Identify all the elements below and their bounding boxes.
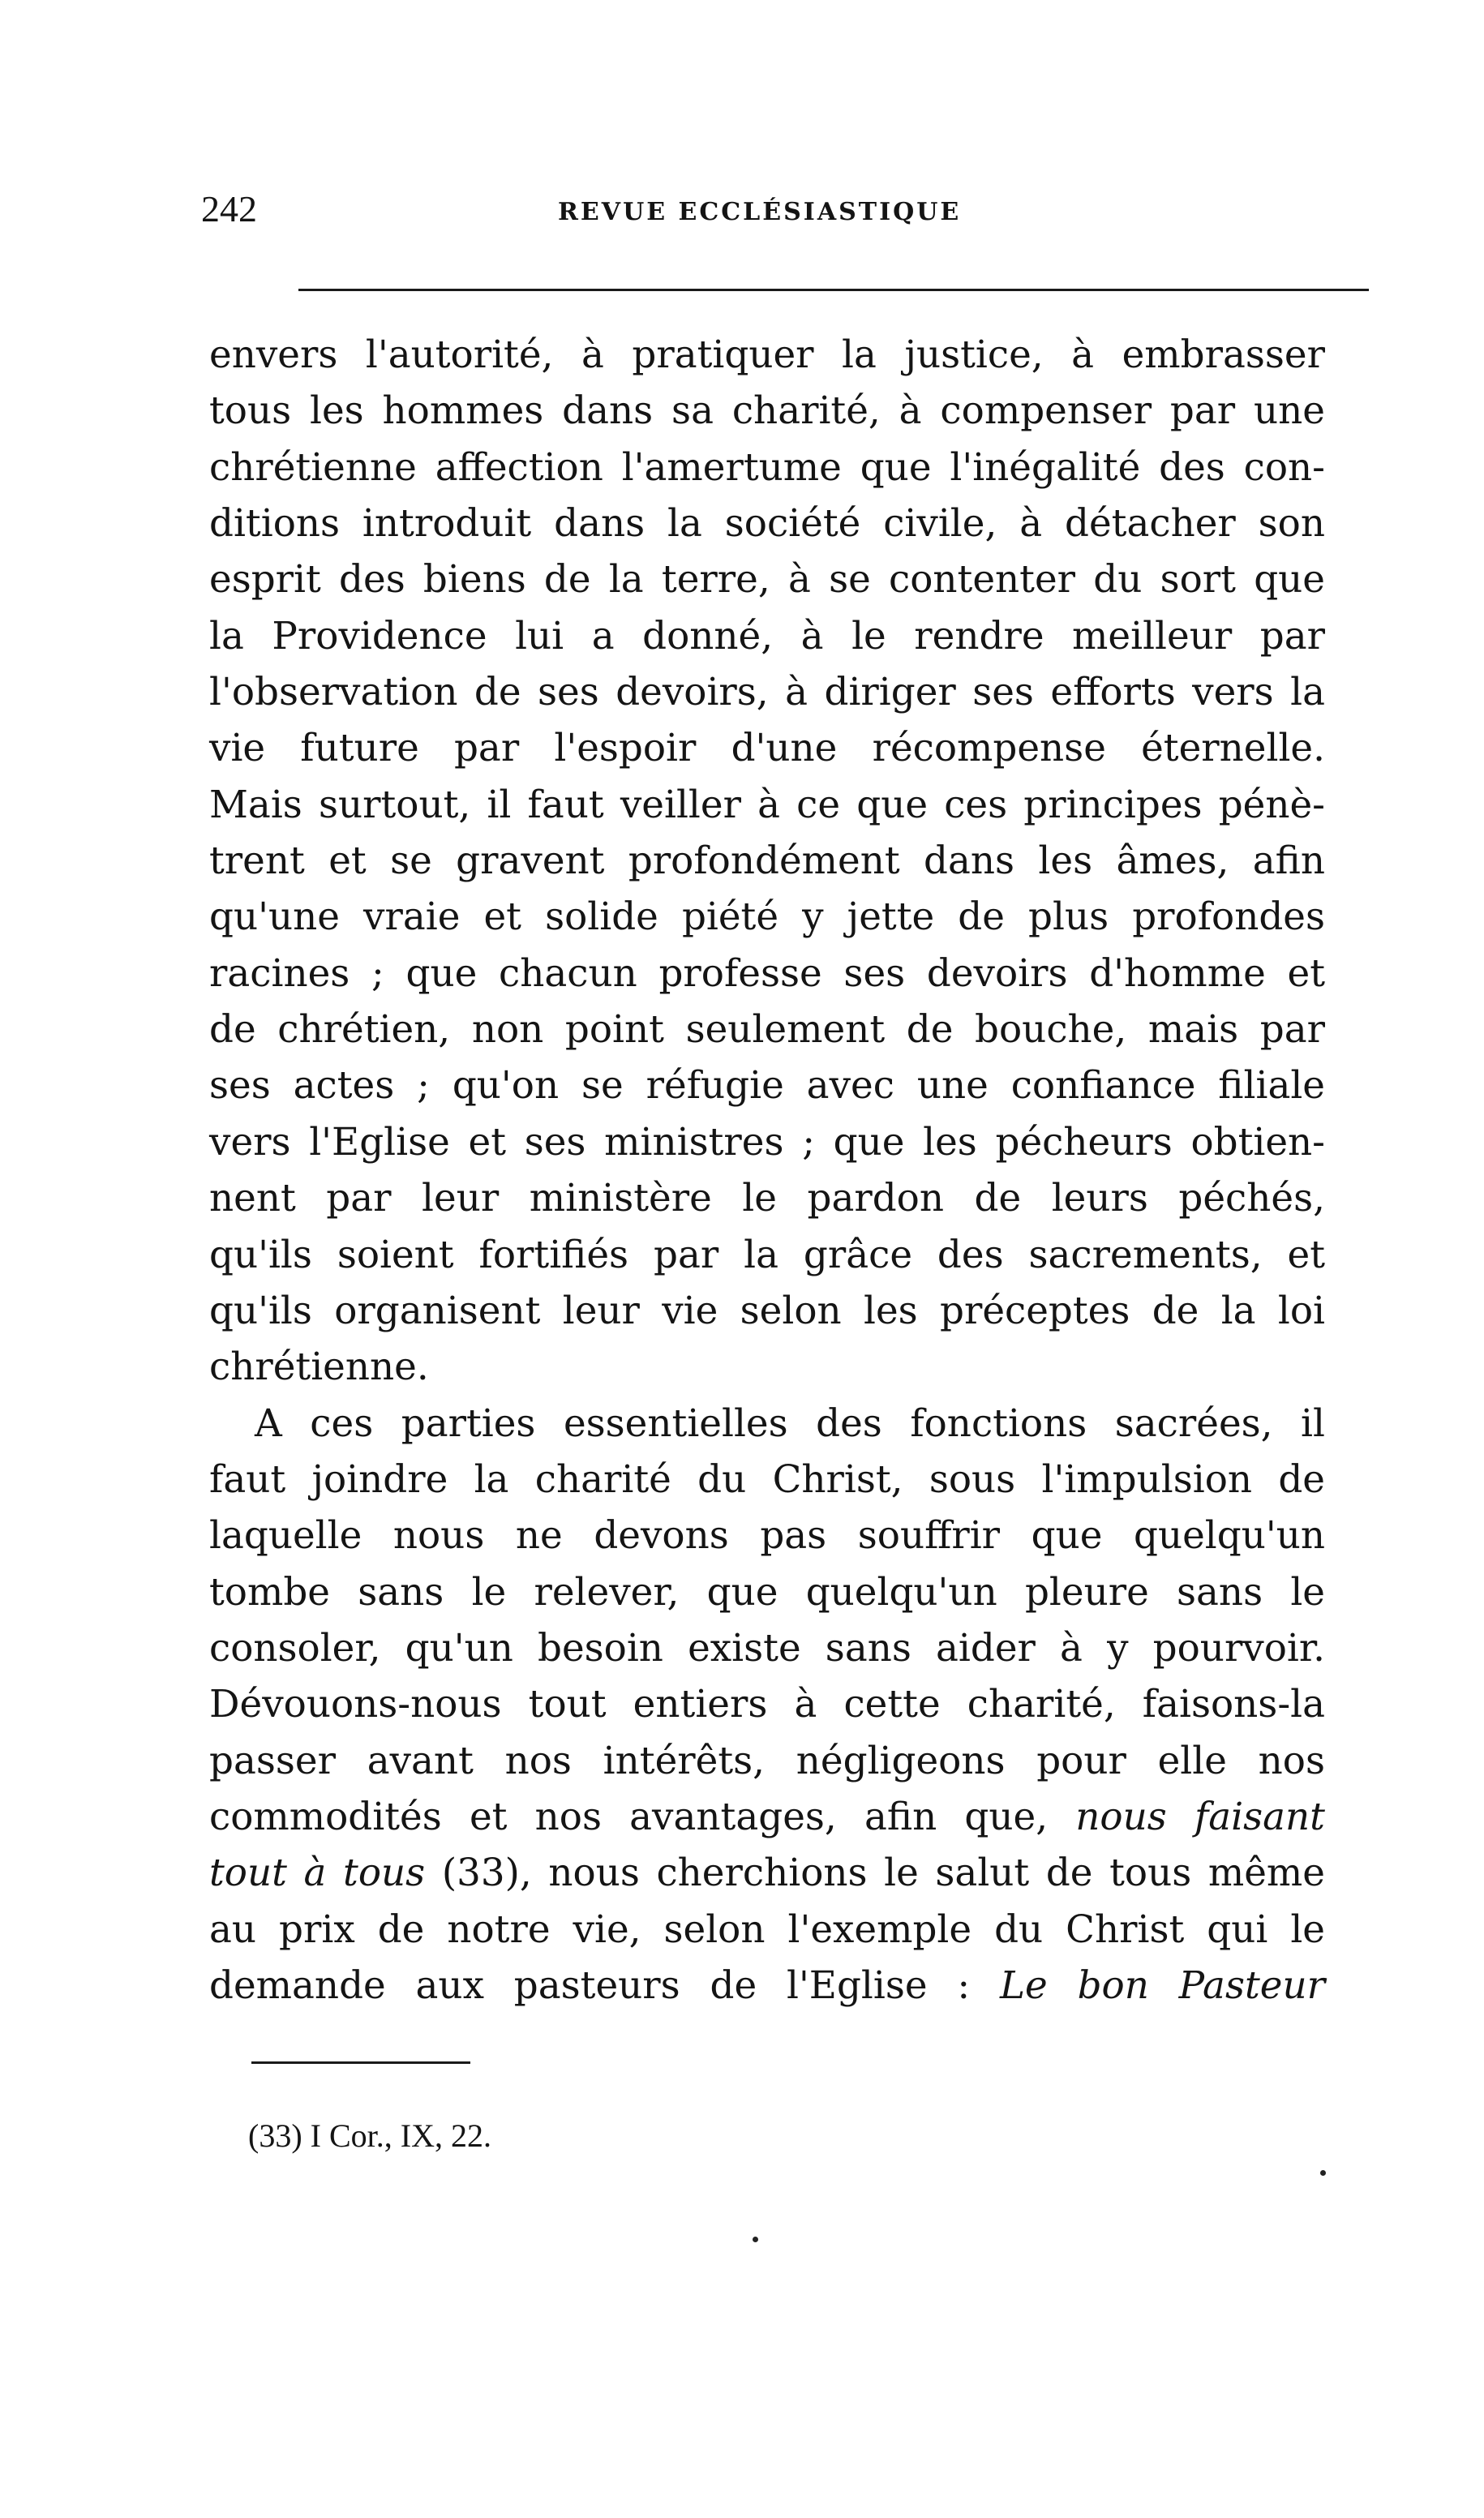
page-header: [201, 185, 1369, 242]
text-line: trent et se gravent profondément dans les âmes, afin: [209, 839, 1325, 884]
text-line: consoler, qu'un besoin existe sans aider à y pourvoir.: [209, 1626, 1325, 1671]
running-head: REVUE ECCLÉSIASTIQUE: [558, 198, 962, 226]
text-line: racines ; que chacun professe ses devoirs d'homme et: [209, 951, 1325, 996]
italic-phrase: Le bon Pasteur: [999, 1963, 1325, 2008]
text-line: l'observation de ses devoirs, à diriger ses efforts vers la: [209, 671, 1325, 715]
text-line-mixed: [209, 1846, 1325, 1902]
text-line: laquelle nous ne devons pas souffrir que quelqu'un: [209, 1514, 1325, 1559]
italic-phrase: nous faisant: [1075, 1795, 1325, 1839]
body-text: [209, 328, 1325, 2014]
text-segment: commodités et nos avantages, afin que,: [209, 1795, 1049, 1839]
text-segment: (33), nous cherchions le salut de tous même: [441, 1851, 1326, 1896]
text-line-mixed: [209, 1790, 1325, 1846]
italic-phrase: tout à tous: [209, 1851, 426, 1896]
page-number: 242: [201, 188, 257, 229]
text-line: esprit des biens de la terre, à se contenter du sort que: [209, 558, 1325, 603]
header-rule: [298, 289, 1369, 291]
text-line: faut joindre la charité du Christ, sous l'impulsion de: [209, 1457, 1325, 1502]
text-line: ses actes ; qu'on se réfugie avec une confiance filiale: [209, 1064, 1325, 1109]
text-line-mixed: [209, 1958, 1325, 2014]
text-line: Dévouons-nous tout entiers à cette charité, faisons-la: [209, 1683, 1325, 1727]
text-line: tombe sans le relever, que quelqu'un pleure sans le: [209, 1570, 1325, 1615]
text-line: de chrétien, non point seulement de bouche, mais par: [209, 1008, 1325, 1053]
text-line: vers l'Eglise et ses ministres ; que les pécheurs obtien-: [209, 1120, 1325, 1165]
text-line: chrétienne affection l'amertume que l'inégalité des con-: [209, 445, 1325, 490]
text-line: ditions introduit dans la société civile, à détacher son: [209, 502, 1325, 547]
text-line: la Providence lui a donné, à le rendre meilleur par: [209, 614, 1325, 658]
text-line: nent par leur ministère le pardon de leurs péchés,: [209, 1177, 1325, 1221]
text-line: qu'une vraie et solide piété y jette de plus profondes: [209, 895, 1325, 940]
text-line: au prix de notre vie, selon l'exemple du Christ qui le: [209, 1907, 1325, 1952]
text-line: envers l'autorité, à pratiquer la justice, à embrasser: [209, 333, 1325, 377]
text-line: A ces parties essentielles des fonctions sacrées, il: [255, 1401, 1325, 1446]
text-line: tous les hommes dans sa charité, à compenser par une: [209, 389, 1325, 434]
text-line: Mais surtout, il faut veiller à ce que ces principes pénè-: [209, 783, 1325, 827]
text-segment: demande aux pasteurs de l'Eglise :: [209, 1963, 971, 2008]
text-line: passer avant nos intérêts, négligeons pour elle nos: [209, 1739, 1325, 1783]
footnote-rule: [251, 2061, 470, 2064]
ink-speck: [753, 2237, 758, 2242]
text-line: qu'ils soient fortifiés par la grâce des sacrements, et: [209, 1233, 1325, 1277]
text-line: vie future par l'espoir d'une récompense éternelle.: [209, 727, 1325, 771]
text-line: qu'ils organisent leur vie selon les préceptes de la loi: [209, 1289, 1325, 1333]
ink-speck: [1320, 2170, 1326, 2176]
text-line: chrétienne.: [209, 1345, 429, 1390]
footnote: (33) I Cor., IX, 22.: [248, 2117, 491, 2154]
